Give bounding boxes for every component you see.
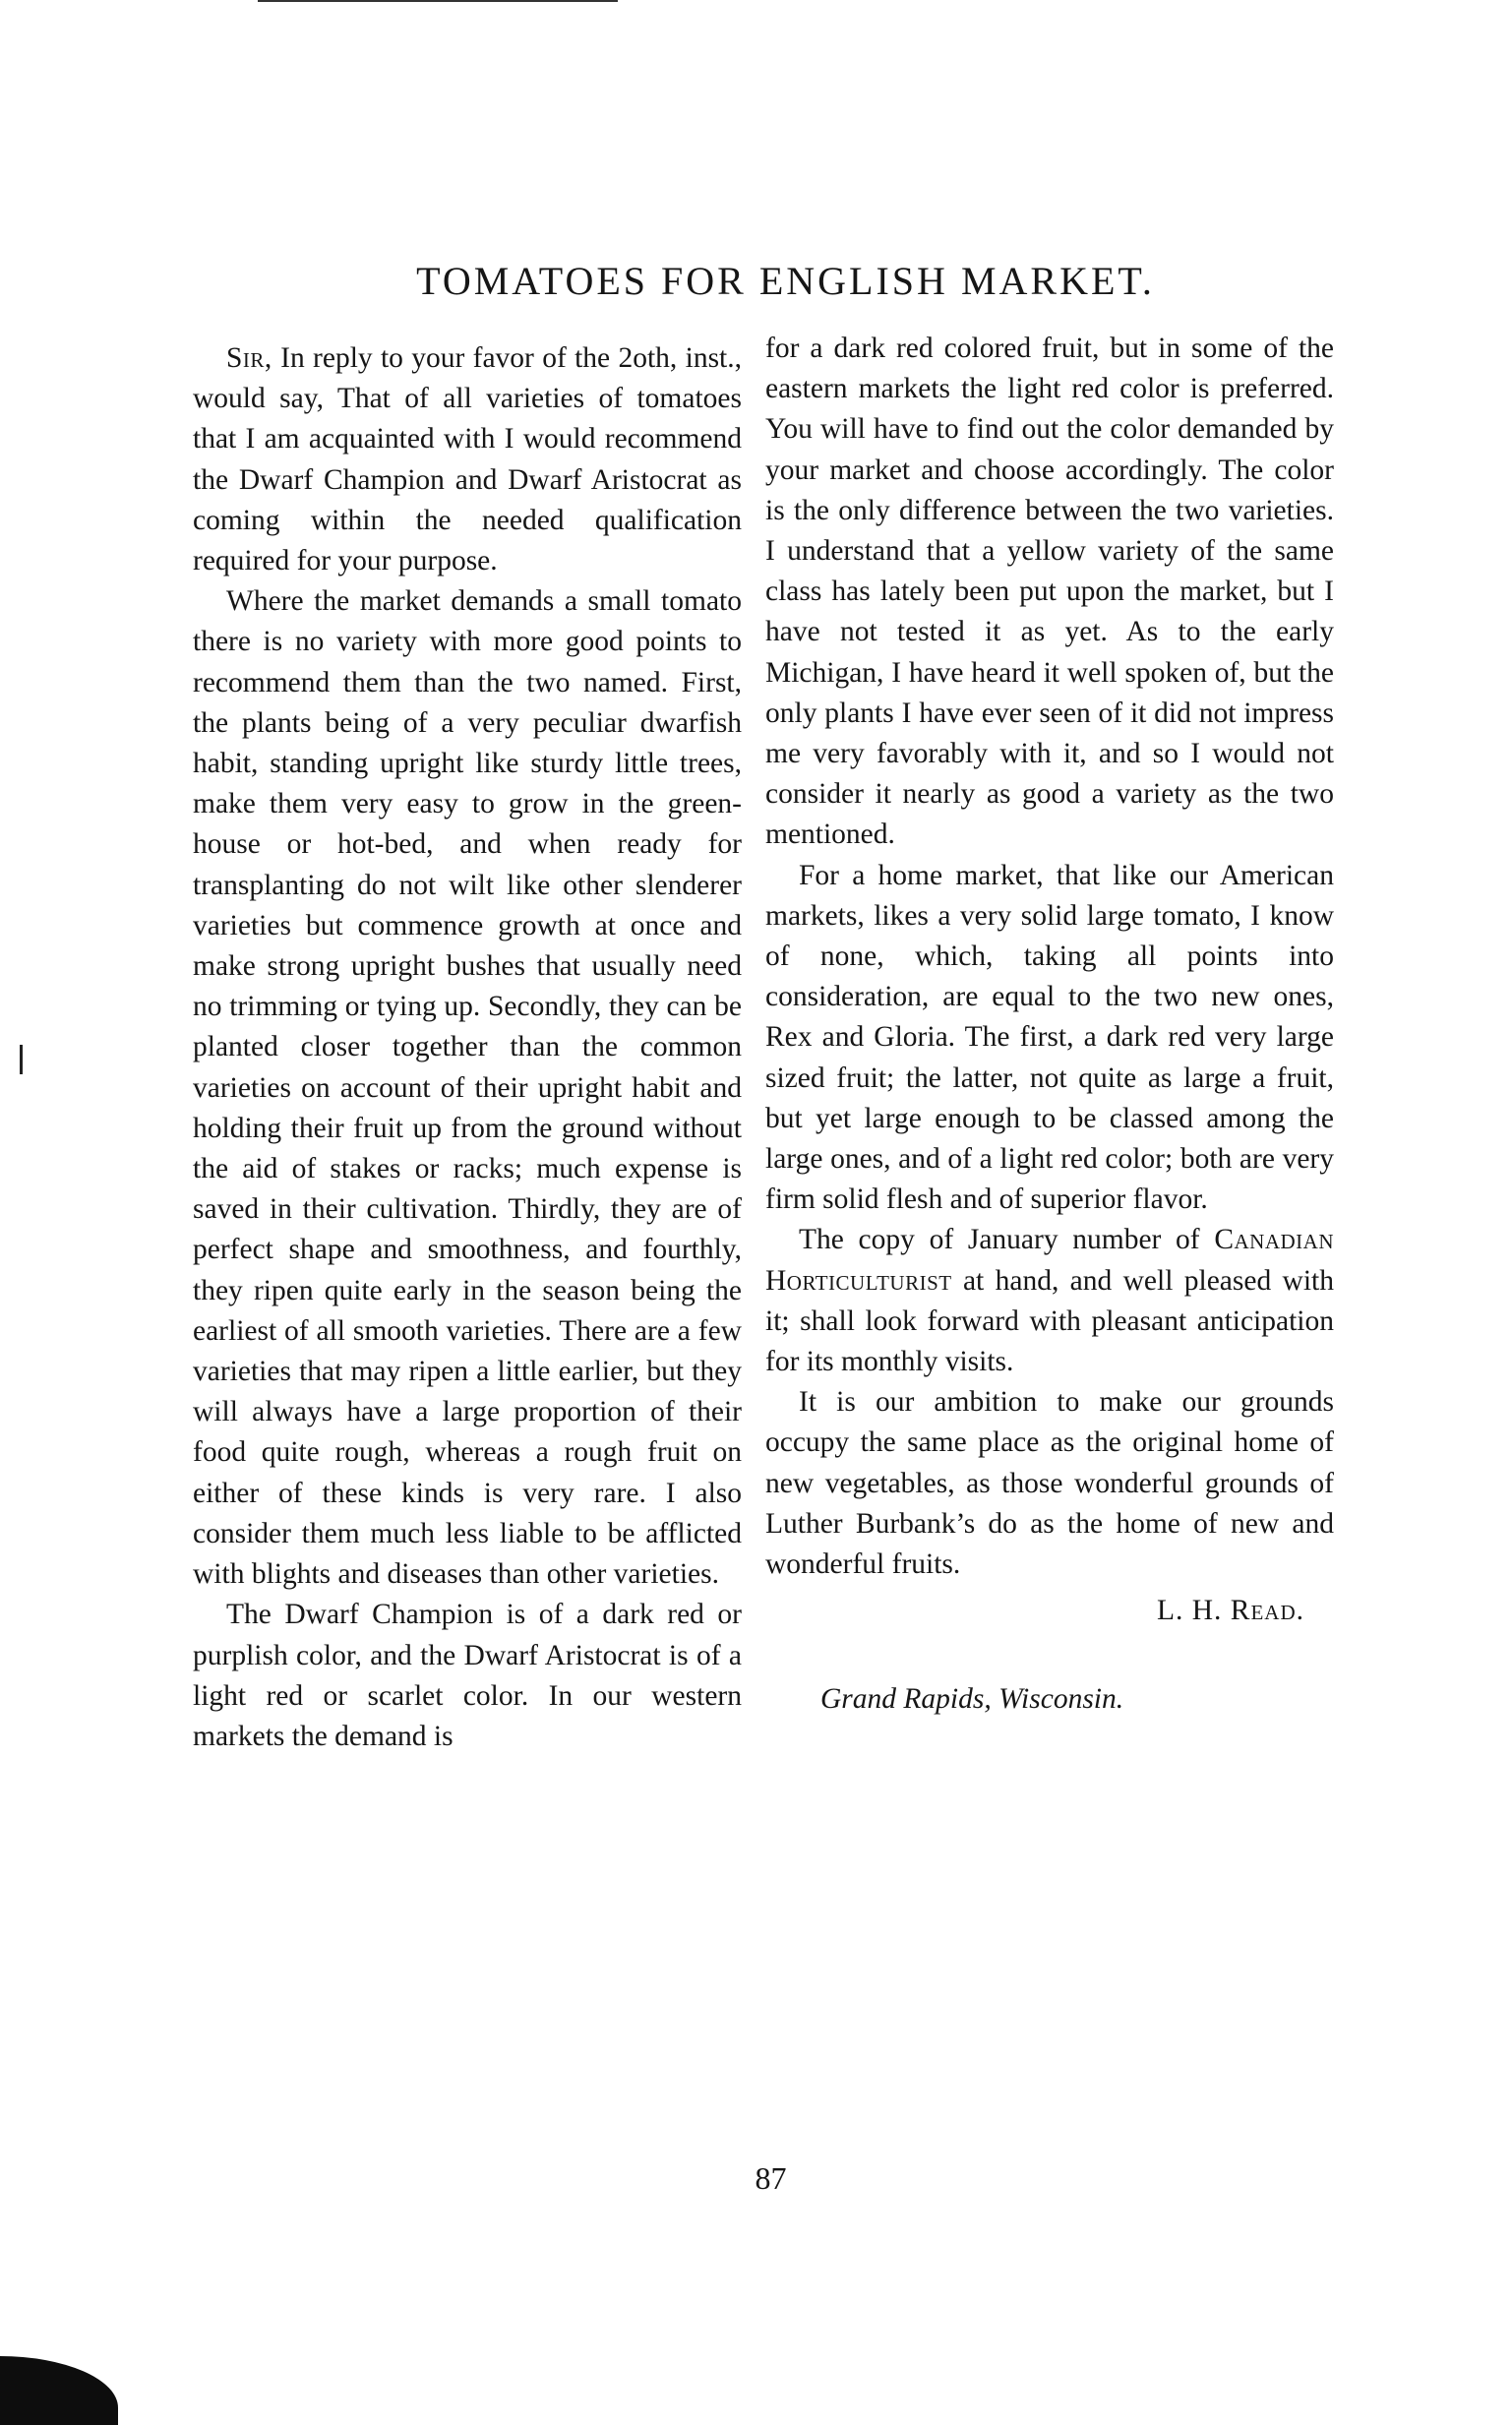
paragraph-1-text: In reply to your favor of the 2oth, inst., would say, That of all varieties of tomatoes that I am acquainted with I would recommend the Dwarf Champion and Dwarf Aristocrat as coming within the needed qualification required for your purpose.	[193, 342, 742, 577]
paragraph-6: It is our ambition to make our grounds occupy the same place as the original home of new vegetables, as those wonderful grounds of Luther Burbank’s do as the home of new and wonderful fruits.	[765, 1386, 1334, 1581]
author-location: Grand Rapids, Wisconsin.	[820, 1682, 1124, 1715]
paragraph-3-continued: for a dark red colored fruit, but in some of the eastern markets the light red color is preferred. You will have to find out the color demanded by your market and choose accordingly. The color is the only difference between the two varieties. I understand that a yellow variety of the same class has lately been put upon the market, but I have not tested it as yet. As to the early Michigan, I have heard it well spoken of, but the only plants I have ever seen of it did not impress me very favorably with it, and so I would not consider it nearly as good a variety as the two mentioned.	[765, 333, 1334, 851]
margin-mark	[20, 1045, 23, 1074]
right-column	[765, 329, 1334, 1720]
article-title: TOMATOES FOR ENGLISH MARKET.	[416, 259, 1155, 303]
paragraph-4: For a home market, that like our American markets, likes a very solid large tomato, I know of none, which, taking all points into consideration, are equal to the two new ones, Rex and Gloria. The first, a dark red very large sized fruit; the latter, not quite as large a fruit, but yet large enough to be classed among the large ones, and of a light red color; both are very firm solid flesh and of superior flavor.	[765, 859, 1334, 1216]
page-number: 87	[755, 2160, 787, 2196]
binding-shadow	[0, 2356, 118, 2425]
paragraph-5	[765, 1220, 1334, 1382]
salutation: Sir,	[226, 342, 272, 374]
paragraph-3: The Dwarf Champion is of a dark red or purplish color, and the Dwarf Aristocrat is of a light red or scarlet color. In our western markets the demand is	[193, 1599, 742, 1752]
left-column	[193, 338, 742, 1757]
paragraph-1	[193, 338, 742, 581]
paragraph-2: Where the market demands a small tomato there is no variety with more good points to recommend them than the two named. First, the plants being of a very peculiar dwarfish habit, standing upright like sturdy little trees, make them very easy to grow in the greenhouse or hot-bed, and when ready for transplanting do not wilt like other slenderer varieties but commence growth at once and make strong upright bushes that usually need no trimming or tying up. Secondly, they can be planted closer together than the common varieties on account of their upright habit and holding their fruit up from the ground without the aid of stakes or racks; much expense is saved in their cultivation. Thirdly, they are of perfect shape and smoothness, and fourthly, they ripen quite early in the season being the earliest of all smooth varieties. There are a few varieties that may ripen a little earlier, but they will always have a large proportion of their food quite rough, whereas a rough fruit on either of these kinds is very rare. I also consider them much less liable to be afflicted with blights and diseases than other varieties.	[193, 585, 742, 1591]
paragraph-5-text-before: The copy of January number of	[799, 1224, 1215, 1256]
paragraph-5-text-after: at hand, and well pleased with it; shall look forward with pleasant anticipation for its monthly visits.	[765, 1264, 1334, 1378]
top-rule	[258, 0, 618, 2]
magazine-name: Canadian Horticulturist	[765, 1224, 1334, 1297]
author-signature: L. H. Read.	[1156, 1595, 1304, 1627]
